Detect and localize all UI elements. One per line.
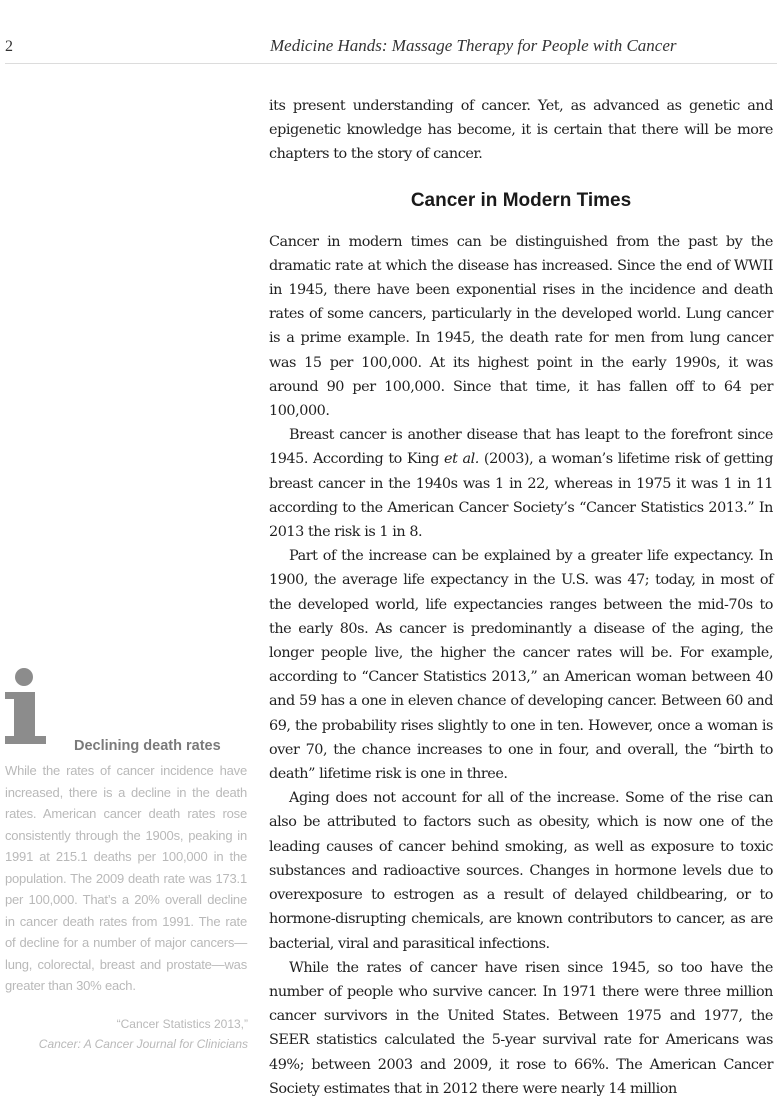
running-title: Medicine Hands: Massage Therapy for People with Cancer — [270, 36, 677, 55]
paragraph-3: Part of the increase can be explained by a greater life expectancy. In 1900, the average life expectancy in the U.S. was 47; today, in most of the developed world, life expectancies ranges between the mid-70s to the early 80s. As cancer is predominantly a disease of the aging, the longer people live, the higher the cancer rates will be. For example, according to “Cancer Statistics 2013,” an American woman between 40 and 59 has a one in eleven chance of developing cancer. Between 60 and 69, the probability rises slightly to one in ten. However, once a woman is over 70, the chance increases to one in four, and overall, the “birth to death” lifetime risk is one in three. — [269, 548, 773, 783]
citation-journal: Cancer: A Cancer Journal for Clinicians — [38, 1037, 248, 1051]
paragraph-2-text-b: (2003), a woman’s lifetime risk of getting breast cancer in the 1940s was 1 in 22, whereas in 1975 it was 1 in 11 according to the American Cancer Society’s “Cancer Statistics 2013.” In 2013 the risk is 1 in 8. — [269, 451, 773, 541]
info-icon — [5, 668, 49, 748]
intro-paragraph: its present understanding of cancer. Yet, as advanced as genetic and epigenetic knowledge has become, it is certain that there will be more chapters to the story of cancer. — [269, 98, 773, 163]
paragraph-2-italic: et al. — [444, 451, 479, 468]
sidebar-citation — [0, 1014, 248, 1054]
section-heading: Cancer in Modern Times — [410, 189, 632, 211]
page-number: 2 — [5, 38, 13, 55]
page-header — [0, 0, 780, 66]
paragraph-4: Aging does not account for all of the increase. Some of the rise can also be attributed to factors such as obesity, which is now one of the leading causes of cancer behind smoking, as well as exposure to toxic substances and radioactive sources. Changes in hormone levels due to overexposure to estrogen as a result of delayed childbearing, or to hormone-disrupting chemicals, are known contributors to cancer, as are bacterial, viral and parasitical infections. — [269, 790, 773, 952]
header-rule — [5, 63, 777, 64]
sidebar-title: Declining death rates — [74, 738, 221, 754]
main-text-column — [269, 94, 773, 1101]
paragraph-2 — [269, 423, 773, 544]
paragraph-5: While the rates of cancer have risen since 1945, so too have the number of people who survive cancer. In 1971 there were three million cancer survivors in the United States. Between 1975 and 1977, the SEER statistics calculated the 5-year survival rate for Americans was 49%; between 2003 and 2009, it rose to 66%. The American Cancer Society estimates that in 2012 there were nearly 14 million — [269, 959, 773, 1097]
paragraph-1: Cancer in modern times can be distinguished from the past by the dramatic rate at which the disease has increased. Since the end of WWII in 1945, there have been exponential rises in the incidence and death rates of some cancers, particularly in the developed world. Lung cancer is a prime example. In 1945, the death rate for men from lung cancer was 15 per 100,000. At its highest point in the early 1990s, it was around 90 per 100,000. Since that time, it has fallen off to 64 per 100,000. — [269, 233, 773, 420]
citation-title: “Cancer Statistics 2013,” — [116, 1017, 248, 1031]
sidebar-body: While the rates of cancer incidence have increased, there is a decline in the death rates. American cancer death rates rose consistently through the 1900s, peaking in 1991 at 215.1 deaths per 100,000 in the population. The 2009 death rate was 173.1 per 100,000. That’s a 20% overall decline in cancer death rates from 1991. The rate of decline for a number of major cancers—lung, colorectal, breast and prostate—was greater than 30% each. — [5, 763, 247, 993]
paragraph-2-text-a: Breast cancer is another disease that has leapt to the forefront since 1945. According to King — [269, 427, 773, 468]
